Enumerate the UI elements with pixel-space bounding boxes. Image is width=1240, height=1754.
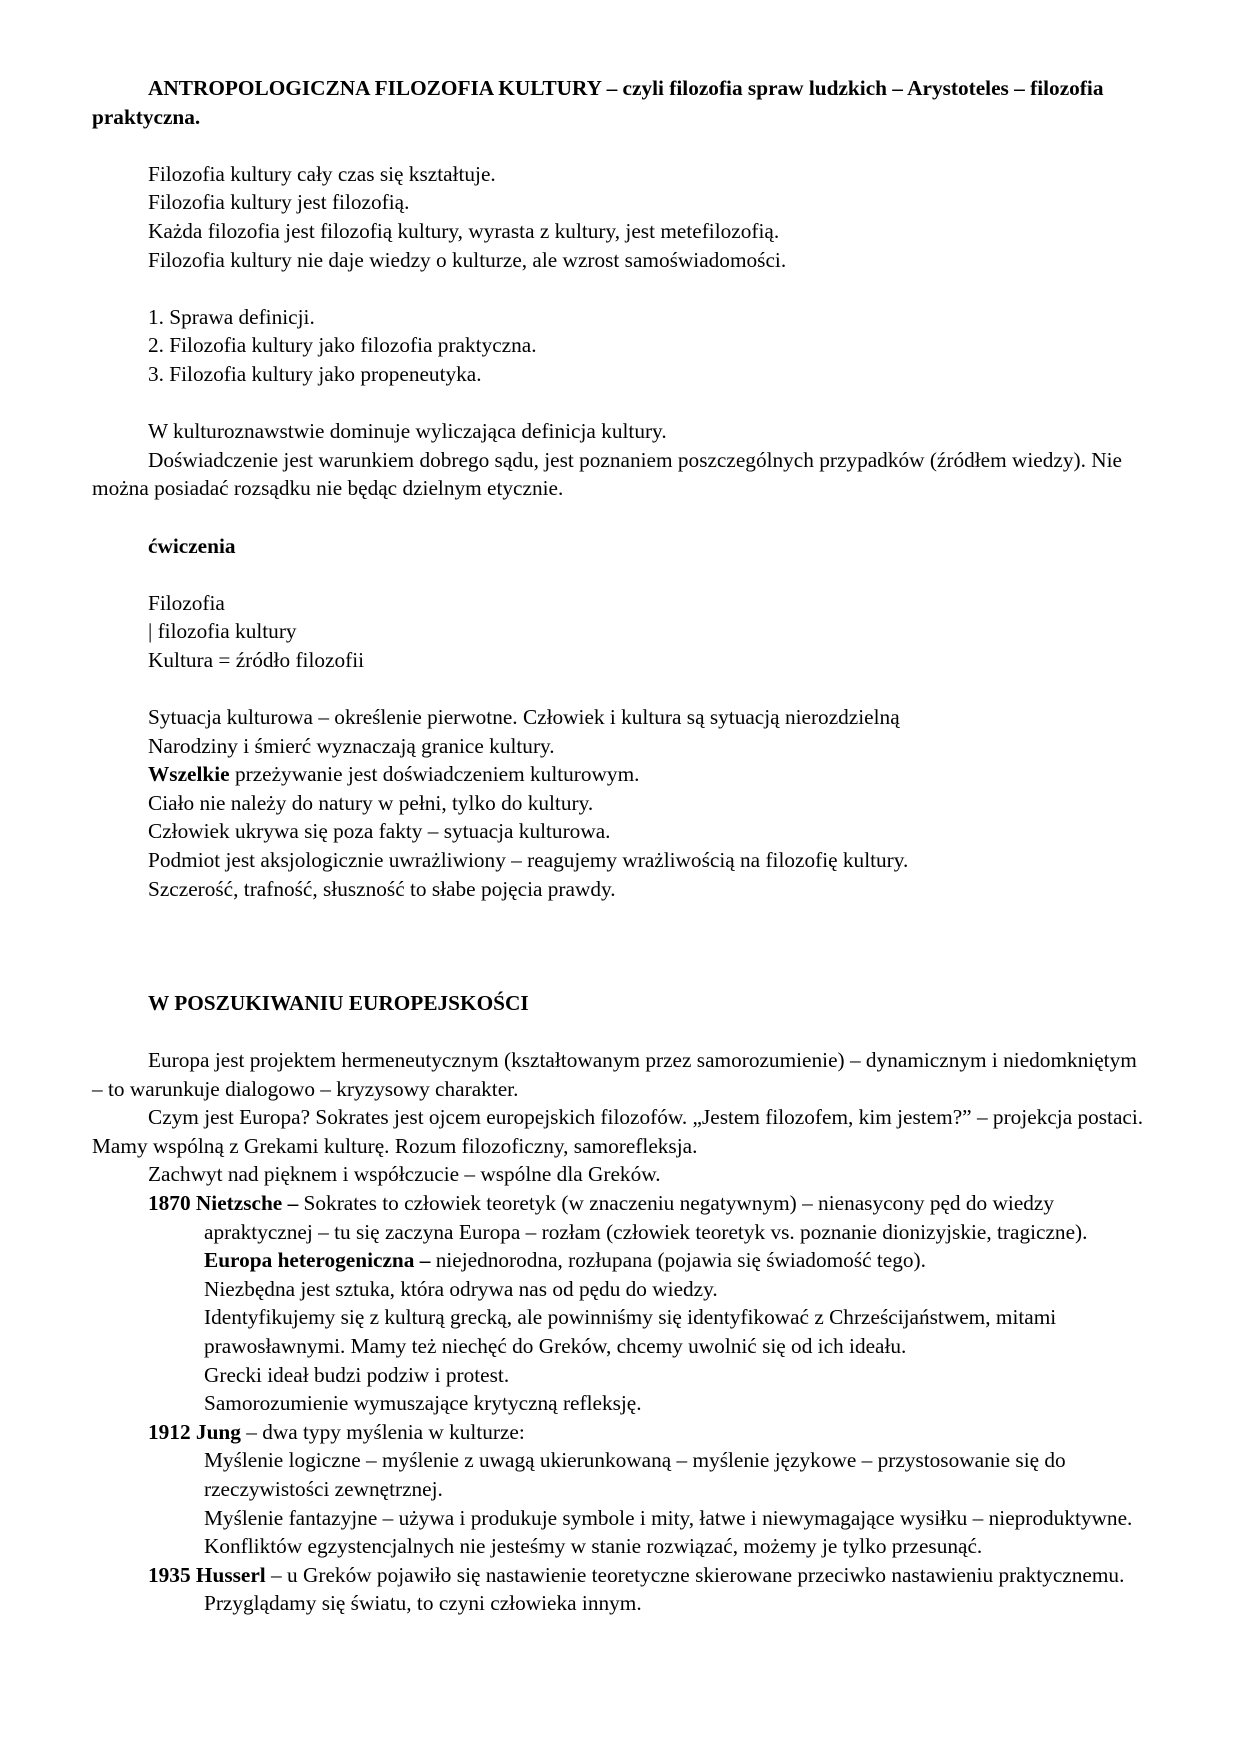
jung-line: Myślenie fantazyjne – używa i produkuje symbole i mity, łatwe i niewymagające wysiłku – nieproduktywne.	[204, 1505, 1133, 1530]
jung-line: Konfliktów egzystencjalnych nie jesteśmy w stanie rozwiązać, możemy je tylko przesunąć.	[204, 1534, 983, 1559]
intro-line: Każda filozofia jest filozofią kultury, wyrasta z kultury, jest metefilozofią.	[148, 218, 780, 243]
scheme-line: Kultura = źródło filozofii	[148, 647, 365, 672]
jung-label: 1912 Jung	[148, 1419, 241, 1444]
intro-line: Filozofia kultury nie daje wiedzy o kulturze, ale wzrost samoświadomości.	[148, 247, 787, 272]
main-heading-line1: ANTROPOLOGICZNA FILOZOFIA KULTURY – czyli filozofia spraw ludzkich –	[148, 76, 903, 100]
intro-line: Filozofia kultury cały czas się kształtuje.	[148, 161, 496, 186]
situation-line: Człowiek ukrywa się poza fakty – sytuacja kulturowa.	[148, 819, 611, 844]
situation-line: Szczerość, trafność, słuszność to słabe pojęcia prawdy.	[148, 876, 616, 901]
nietzsche-entry	[92, 1189, 1152, 1246]
list-item: 3. Filozofia kultury jako propeneutyka.	[148, 361, 482, 386]
situation-line: Sytuacja kulturowa – określenie pierwotne. Człowiek i kultura są sytuacją nierozdzielną	[148, 705, 900, 730]
scheme-line: | filozofia kultury	[148, 619, 297, 644]
list-item: 1. Sprawa definicji.	[148, 304, 315, 329]
list-item: 2. Filozofia kultury jako filozofia praktyczna.	[148, 333, 537, 358]
paragraph: Zachwyt nad pięknem i współczucie – wspólne dla Greków.	[148, 1162, 661, 1187]
section-label	[92, 532, 1152, 561]
main-heading-line2: Arystoteles – filozofia praktyczna.	[92, 76, 1104, 129]
section-heading-text: W POSZUKIWANIU EUROPEJSKOŚCI	[148, 990, 529, 1015]
husserl-entry	[92, 1561, 1152, 1618]
main-heading	[92, 74, 1152, 131]
document-page	[92, 74, 1152, 1618]
nietzsche-line: Grecki ideał budzi podziw i protest.	[204, 1362, 510, 1387]
bold-term: Wszelkie	[148, 762, 230, 787]
nietzsche-line: Identyfikujemy się z kulturą grecką, ale powinniśmy się identyfikować z Chrześcijaństwem, mitami prawosławnymi. Mamy też niechęć do Greków, chcemy uwolnić się od ich ideału.	[204, 1305, 1057, 1358]
situation-line: Podmiot jest aksjologicznie uwrażliwiony – reagujemy wrażliwością na filozofię kultury.	[148, 848, 909, 873]
jung-text: – dwa typy myślenia w kulturze:	[240, 1419, 525, 1444]
husserl-label: 1935 Husserl	[148, 1562, 266, 1587]
nietzsche-line: Samorozumienie wymuszające krytyczną refleksję.	[204, 1391, 642, 1416]
nietzsche-line: Niezbędna jest sztuka, która odrywa nas od pędu do wiedzy.	[204, 1276, 718, 1301]
paragraph: Doświadczenie jest warunkiem dobrego sądu, jest poznaniem poszczególnych przypadków (źródłem wiedzy). Nie można posiadać rozsądku nie będąc dzielnym etycznie.	[92, 447, 1122, 501]
nietzsche-label: 1870 Nietzsche –	[148, 1190, 299, 1215]
husserl-text: – u Greków pojawiło się nastawienie teoretyczne skierowane przeciwko nastawieniu praktycznemu. Przyglądamy się światu, to czyni człowieka innym.	[204, 1562, 1125, 1616]
nietzsche-line	[92, 1246, 1152, 1275]
paragraph: Czym jest Europa? Sokrates jest ojcem europejskich filozofów. „Jestem filozofem, kim jestem?” – projekcja postaci. Mamy wspólną z Grekami kulturę. Rozum filozoficzny, samorefleksja.	[92, 1105, 1144, 1158]
intro-line: Filozofia kultury jest filozofią.	[148, 190, 410, 215]
situation-line	[92, 760, 1152, 789]
scheme-line: Filozofia	[148, 590, 225, 615]
jung-entry	[92, 1418, 1152, 1447]
paragraph: Europa jest projektem hermeneutycznym (kształtowanym przez samorozumienie) – dynamicznym i niedomkniętym – to warunkuje dialogowo – kryzysowy charakter.	[92, 1048, 1137, 1101]
jung-line: Myślenie logiczne – myślenie z uwagą ukierunkowaną – myślenie językowe – przystosowanie się do rzeczywistości zewnętrznej.	[204, 1448, 1066, 1501]
situation-line: Ciało nie należy do natury w pełni, tylko do kultury.	[148, 790, 594, 815]
hetero-label: Europa heterogeniczna –	[204, 1248, 431, 1273]
situation-line: Narodziny i śmierć wyznaczają granice kultury.	[148, 733, 555, 758]
situation-text: przeżywanie jest doświadczeniem kulturowym.	[229, 762, 640, 787]
paragraph: W kulturoznawstwie dominuje wyliczająca definicja kultury.	[148, 419, 667, 444]
cwiczenia-label: ćwiczenia	[148, 533, 236, 558]
section-heading	[92, 989, 1152, 1018]
hetero-text: niejednorodna, rozłupana (pojawia się świadomość tego).	[430, 1248, 926, 1273]
nietzsche-text: Sokrates to człowiek teoretyk (w znaczeniu negatywnym) – nienasycony pęd do wiedzy apraktycznej – tu się zaczyna Europa – rozłam (człowiek teoretyk vs. poznanie dionizyjskie, tragiczne).	[204, 1190, 1088, 1244]
